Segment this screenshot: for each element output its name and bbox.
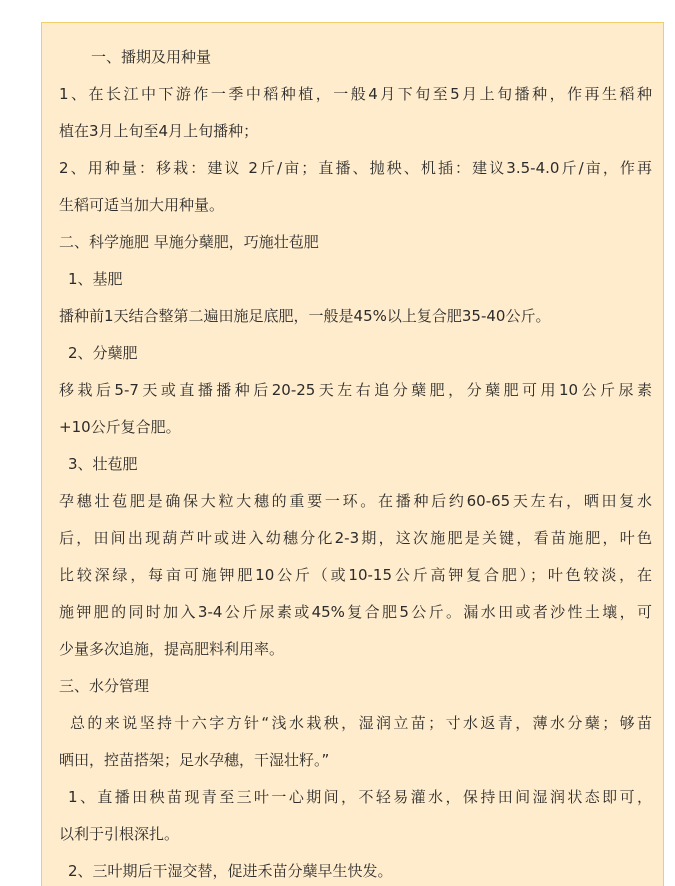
paragraph-line: 1、直播田秧苗现青至三叶一心期间，不轻易灌水，保持田间湿润状态即可， bbox=[68, 788, 652, 806]
paragraph-line: 移栽后5-7天或直播播种后20-25天左右追分蘖肥，分蘖肥可用10公斤尿素 bbox=[59, 381, 652, 399]
paragraph-line: 生稻可适当加大用种量。 bbox=[59, 196, 225, 214]
paragraph-line: 1、在长江中下游作一季中稻种植，一般4月下旬至5月上旬播种，作再生稻种 bbox=[59, 85, 652, 103]
paragraph-line: 播种前1天结合整第二遍田施足底肥，一般是45%以上复合肥35-40公斤。 bbox=[59, 307, 551, 325]
paragraph-line: 2、三叶期后干湿交替，促进禾苗分蘖早生快发。 bbox=[68, 862, 393, 880]
paragraph-line: 以利于引根深扎。 bbox=[59, 825, 180, 843]
paragraph-line: +10公斤复合肥。 bbox=[59, 418, 181, 436]
subheading-booting-fertilizer: 3、壮苞肥 bbox=[68, 455, 138, 473]
paragraph-line: 植在3月上旬至4月上旬播种； bbox=[59, 122, 259, 140]
paragraph-line: 总的来说坚持十六字方针“浅水栽秧，湿润立苗；寸水返青，薄水分蘖；够苗 bbox=[70, 714, 652, 732]
paragraph-line: 后，田间出现葫芦叶或进入幼穗分化2-3期，这次施肥是关键，看苗施肥，叶色 bbox=[59, 529, 652, 547]
subheading-tillering-fertilizer: 2、分蘖肥 bbox=[68, 344, 138, 362]
heading-sowing: 一、播期及用种量 bbox=[91, 48, 212, 66]
paragraph-line: 施钾肥的同时加入3-4公斤尿素或45%复合肥5公斤。漏水田或者沙性土壤，可 bbox=[59, 603, 652, 621]
paragraph-line: 少量多次追施，提高肥料利用率。 bbox=[59, 640, 285, 658]
paragraph-line: 晒田，控苗搭架；足水孕穗，干湿壮籽。” bbox=[59, 751, 330, 769]
paragraph-line: 2、用种量：移栽：建议 2斤/亩；直播、抛秧、机插：建议3.5-4.0斤/亩，作再 bbox=[59, 159, 652, 177]
heading-fertilization: 二、科学施肥 早施分蘖肥，巧施壮苞肥 bbox=[59, 233, 319, 251]
subheading-base-fertilizer: 1、基肥 bbox=[68, 270, 123, 288]
paragraph-line: 孕穗壮苞肥是确保大粒大穗的重要一环。在播种后约60-65天左右，晒田复水 bbox=[59, 492, 652, 510]
paragraph-line: 比较深绿，每亩可施钾肥10公斤（或10-15公斤高钾复合肥）；叶色较淡，在 bbox=[59, 566, 652, 584]
heading-water-management: 三、水分管理 bbox=[59, 677, 150, 695]
article-panel bbox=[41, 22, 664, 886]
